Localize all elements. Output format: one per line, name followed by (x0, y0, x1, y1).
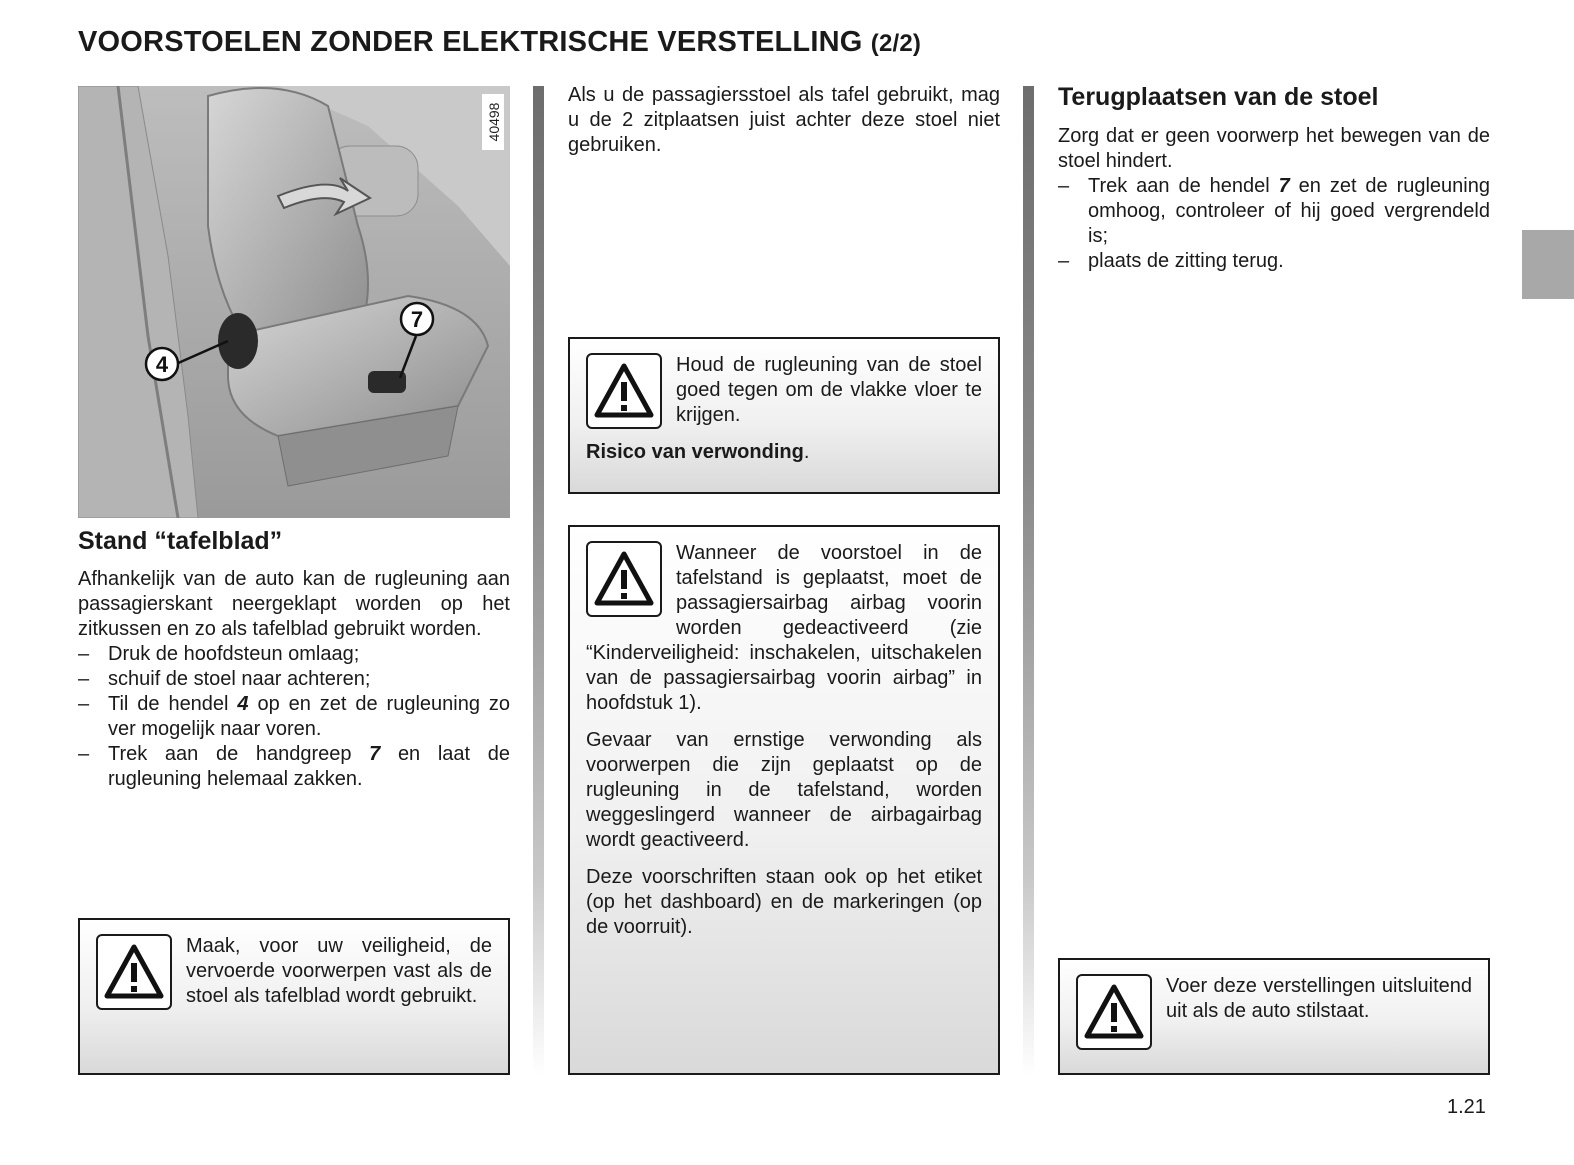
illustration-ref-number: 40498 (486, 102, 502, 142)
list-item (78, 742, 510, 792)
section-heading-tafelblad: Stand “tafelblad” (78, 527, 283, 555)
warning-box-left (78, 918, 510, 1075)
chapter-tab-marker (1522, 230, 1574, 299)
step-text: en laat de rugleuning helemaal zakken. (108, 743, 510, 790)
column-separator-left (533, 86, 544, 1076)
warning-risk (586, 440, 982, 465)
step-text: schuif de stoel naar achteren; (108, 668, 371, 690)
step-text: op en zet de rugleuning zo ver mogelijk naar voren. (108, 693, 510, 740)
list-item (78, 667, 510, 692)
seat-illustration-icon (78, 86, 510, 518)
warning-paragraph: Gevaar van ernstige verwonding als voorwerpen die zijn geplaatst op de rugleuning in de tafelstand, worden weggeslingerd wanneer de airbagairbag wordt geactiveerd. (586, 729, 982, 851)
step-text: Druk de hoofdsteun omlaag; (108, 643, 360, 665)
step-text: Trek aan de hendel (1088, 175, 1279, 197)
warning-risk-bold: Risico van verwonding (586, 441, 804, 463)
section-heading-terugplaatsen: Terugplaatsen van de stoel (1058, 83, 1379, 111)
warning-text: Houd de rugleuning van de stoel goed tegen om de vlakke vloer te krijgen. (676, 354, 982, 426)
list-item (1058, 174, 1490, 249)
warning-text: Maak, voor uw veiligheid, de vervoerde voorwerpen vast als de stoel als tafelblad wordt gebruikt. (186, 935, 492, 1007)
right-intro: Zorg dat er geen voorwerp het bewegen van de stoel hindert. (1058, 125, 1490, 172)
warning-paragraph: Deze voorschriften staan ook op het etiket (op het dashboard) en de markeringen (op de voorruit). (586, 866, 982, 938)
step-text: en zet de rugleuning omhoog, controleer of hij goed vergrendeld is; (1088, 175, 1490, 247)
warning-box-right (1058, 958, 1490, 1075)
middle-intro: Als u de passagiersstoel als tafel gebruikt, mag u de 2 zitplaatsen juist achter deze stoel niet gebruiken. (568, 84, 1000, 156)
warning-risk-tail: . (803, 441, 810, 463)
page-title-text: VOORSTOELEN ZONDER ELEKTRISCHE VERSTELLING (78, 26, 863, 58)
warning-box-middle-2 (568, 525, 1000, 1075)
step-ref: 7 (1278, 175, 1290, 197)
step-text: Til de hendel (108, 693, 238, 715)
warning-paragraph: Wanneer de voorstoel in de tafelstand is geplaatst, moet de passagiersairbag airbag voorin worden gedeactiveerd (zie “Kinderveiligheid: inschakelen, uitschakelen van de passagiersairbag voorin airbag” in hoofdstuk 1). (586, 542, 982, 714)
step-text: plaats de zitting terug. (1088, 250, 1284, 272)
page-number: 1.21 (1447, 1096, 1486, 1118)
page-title-suffix: (2/2) (870, 30, 922, 57)
warning-triangle-icon (1076, 974, 1152, 1050)
callout-7: 7 (410, 307, 424, 332)
warning-triangle-icon (586, 541, 662, 617)
warning-box-middle-1 (568, 337, 1000, 494)
right-column-body (1058, 124, 1490, 274)
left-intro: Afhankelijk van de auto kan de rugleuning aan passagierskant neergeklapt worden op het zitkussen en zo als tafelblad gebruikt worden. (78, 568, 510, 640)
seat-illustration (78, 86, 510, 518)
warning-text: Voer deze verstellingen uitsluitend uit als de auto stilstaat. (1166, 975, 1472, 1022)
right-steps-list (1058, 174, 1490, 274)
step-ref: 7 (369, 743, 381, 765)
warning-triangle-icon (96, 934, 172, 1010)
list-item (78, 692, 510, 742)
step-ref: 4 (237, 693, 249, 715)
left-steps-list (78, 642, 510, 792)
callout-4: 4 (155, 352, 169, 377)
column-separator-right (1023, 86, 1034, 1076)
warning-triangle-icon (586, 353, 662, 429)
list-item (1058, 249, 1490, 274)
step-text: Trek aan de handgreep (108, 743, 370, 765)
left-column-body (78, 567, 510, 792)
list-item (78, 642, 510, 667)
page-title (78, 26, 921, 59)
